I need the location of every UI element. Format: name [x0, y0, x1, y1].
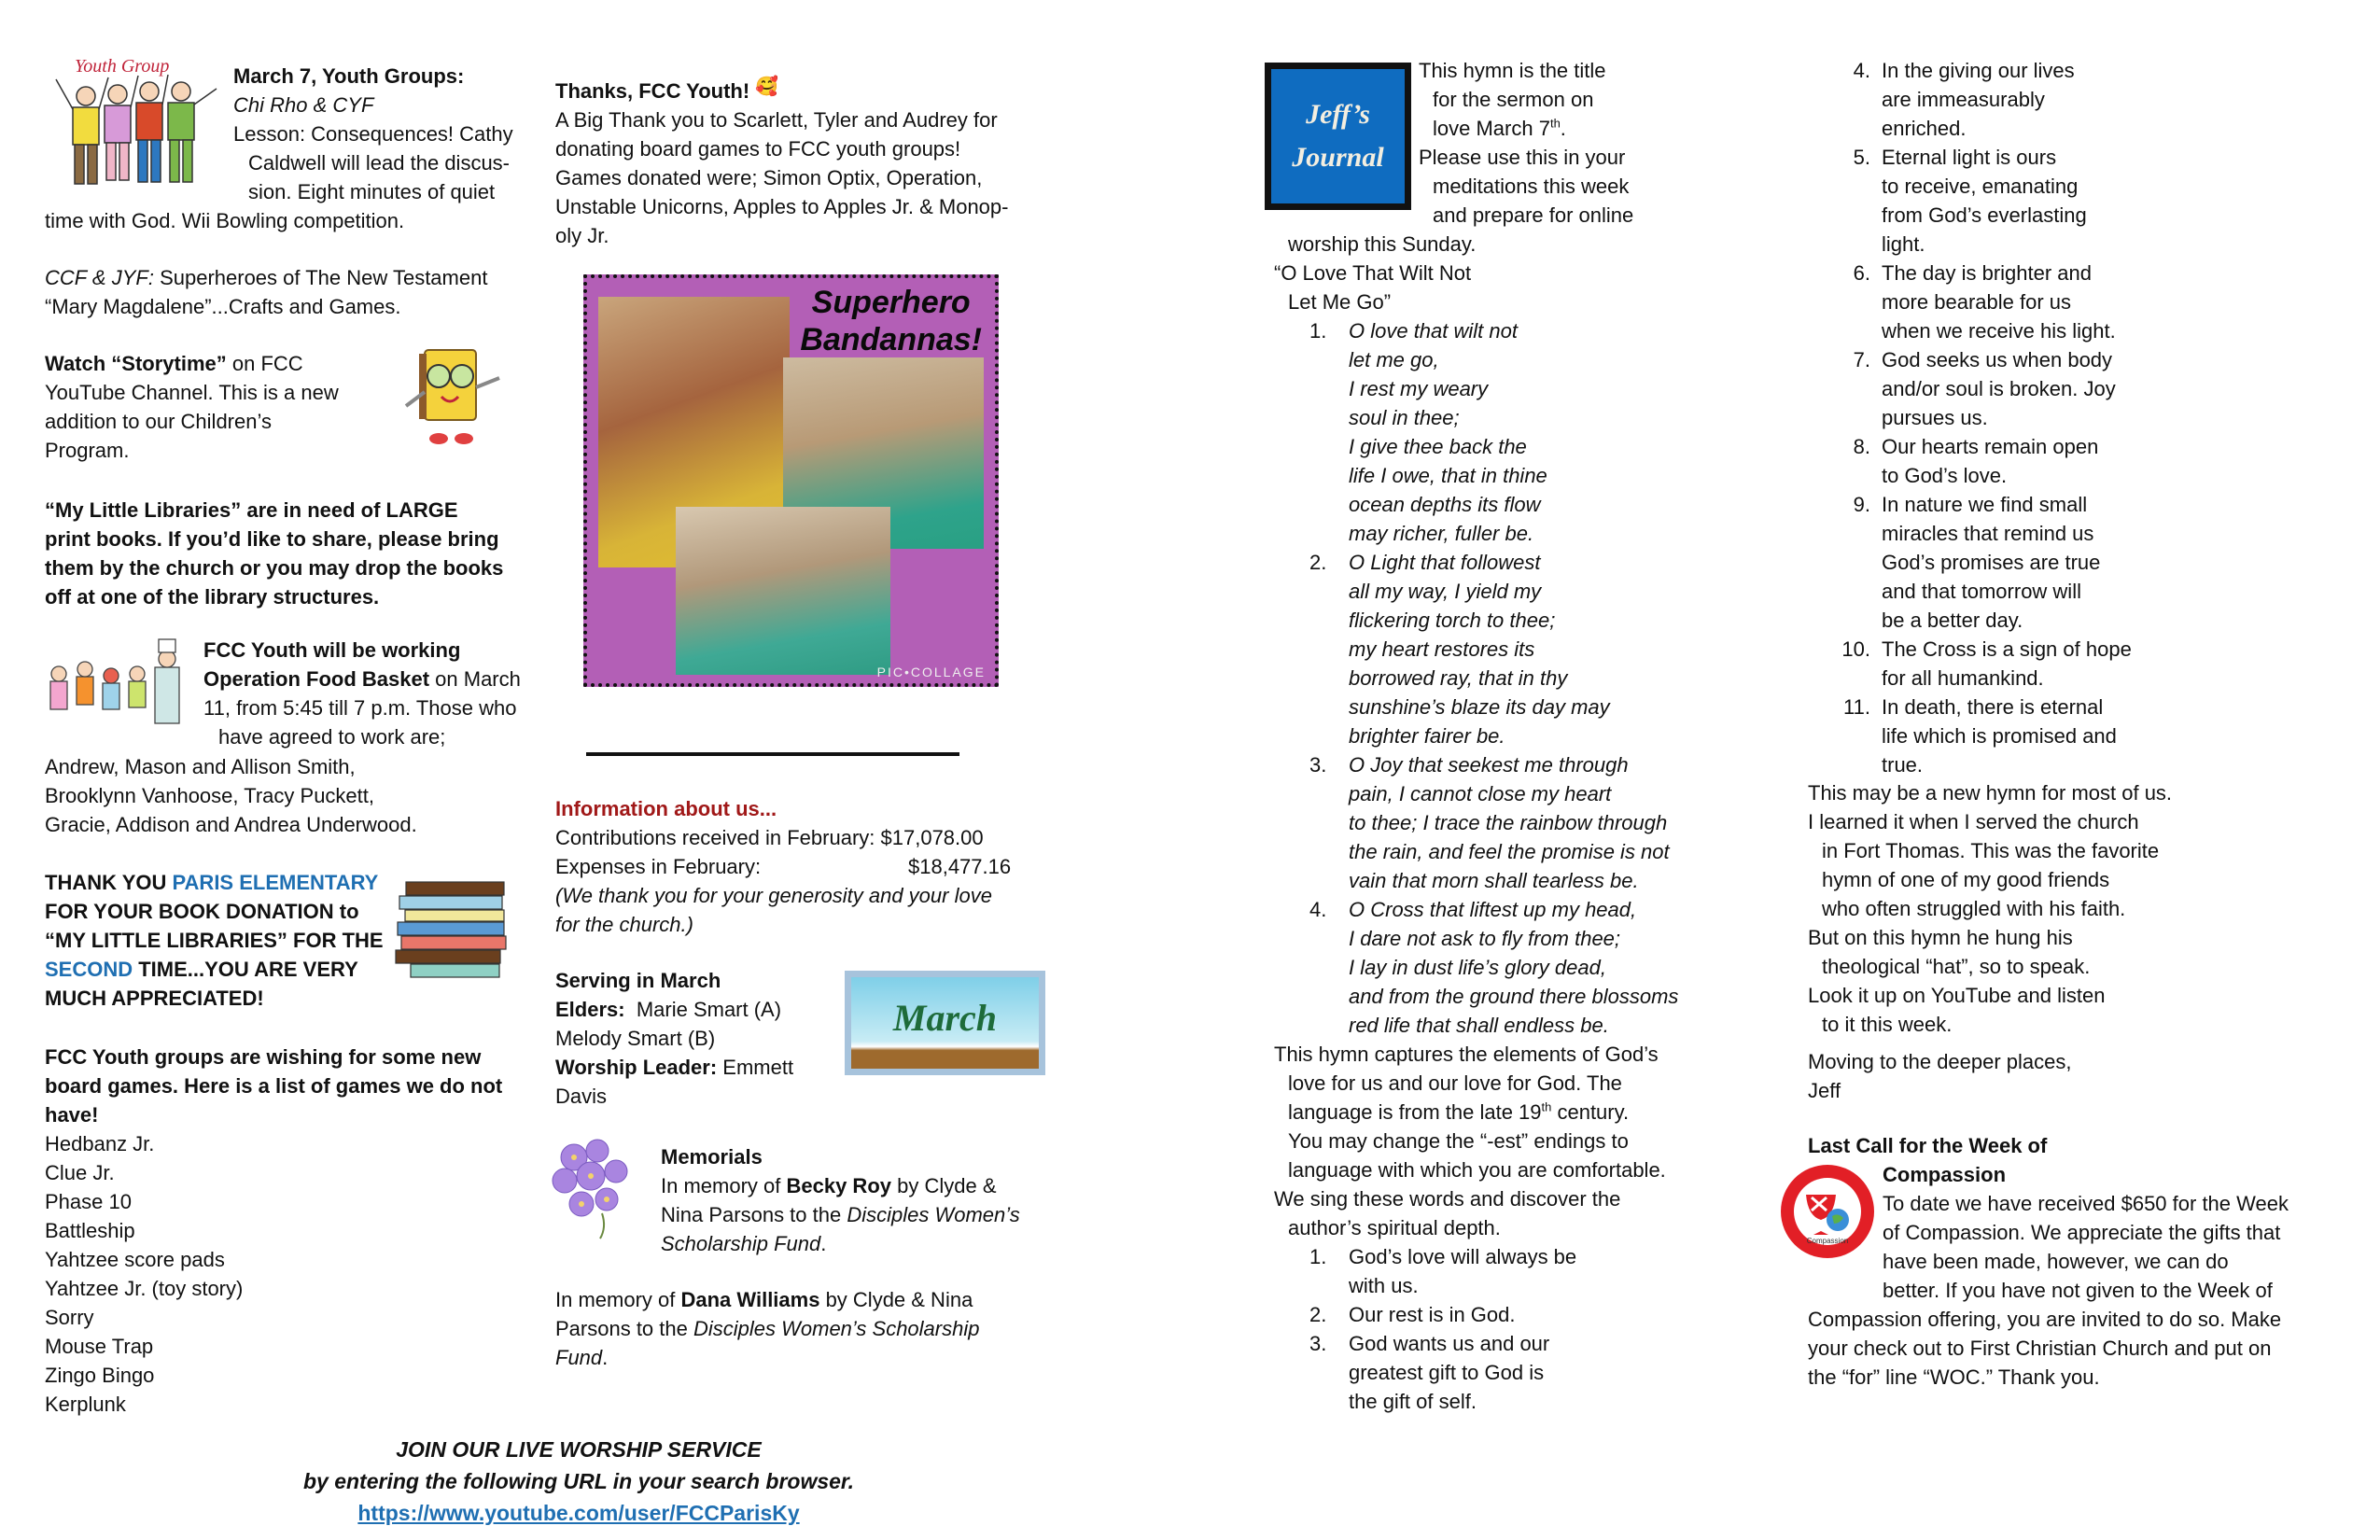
- closing-line: hymn of one of my good friends: [1822, 868, 2110, 891]
- reflection-point: [1811, 490, 2333, 635]
- verse-line: O Cross that liftest up my head,: [1349, 898, 1637, 921]
- libraries-line: them by the church or you may drop the books: [45, 556, 504, 580]
- memorial-text: In memory of: [661, 1174, 787, 1197]
- game-item: Yahtzee Jr. (toy story): [45, 1277, 244, 1300]
- game-item: Zingo Bingo: [45, 1364, 155, 1387]
- point-line: light.: [1882, 232, 1925, 256]
- verse-line: soul in thee;: [1349, 406, 1460, 429]
- verse-line: I dare not ask to fly from thee;: [1349, 927, 1621, 950]
- pic-collage-watermark: PIC•COLLAGE: [876, 665, 986, 679]
- verse-number: 4.: [1309, 898, 1327, 921]
- wishlist-line: FCC Youth groups are wishing for some new: [45, 1045, 482, 1069]
- collage-photo: [676, 507, 890, 675]
- point-line: with us.: [1349, 1274, 1419, 1297]
- woc-title: Last Call for the Week of: [1808, 1134, 2048, 1157]
- journal-logo-line: Jeff’s: [1306, 99, 1370, 130]
- thank-you-paris-elementary: [45, 868, 399, 1013]
- game-item: Mouse Trap: [45, 1335, 154, 1358]
- verse-line: the rain, and feel the promise is not: [1349, 840, 1670, 863]
- reflection-point: [1811, 432, 2333, 490]
- superscript: th: [1541, 1099, 1552, 1114]
- point-line: enriched.: [1882, 117, 1967, 140]
- verse-line: I lay in dust life’s glory dead,: [1349, 956, 1606, 979]
- worship-leader-label: Worship Leader:: [555, 1056, 718, 1079]
- book-stack-illustration: [392, 877, 518, 985]
- closing-line: in Fort Thomas. This was the favorite: [1822, 839, 2160, 862]
- reflection-point: [1811, 143, 2333, 259]
- point-line: from God’s everlasting: [1882, 203, 2087, 227]
- point-line: to God’s love.: [1882, 464, 2008, 487]
- commentary-line: language with which you are comfortable.: [1288, 1158, 1666, 1182]
- libraries-line: off at one of the library structures.: [45, 585, 380, 609]
- logo-caption: Compassion: [1806, 1237, 1849, 1245]
- thanks-line: Games donated were; Simon Optix, Operation,: [555, 166, 983, 189]
- superhero-bandannas-photo-collage: [583, 274, 999, 687]
- lesson-line: sion. Eight minutes of quiet: [248, 180, 496, 203]
- game-item: Hedbanz Jr.: [45, 1132, 155, 1155]
- verse-number: 3.: [1309, 753, 1327, 777]
- point-line: Eternal light is ours: [1882, 146, 2057, 169]
- point-number: 4.: [1853, 59, 1870, 82]
- closing-line: to it this week.: [1822, 1013, 1953, 1036]
- point-number: 1.: [1309, 1245, 1327, 1268]
- memorials: Memorials In memory of Becky Roy by Clyde & Nina Parsons to the Disciples Women’s Scholarship Fund.: [661, 1142, 1062, 1258]
- info-note-line: (We thank you for your generosity and your love: [555, 884, 992, 907]
- volunteer-line: Brooklynn Vanhoose, Tracy Puckett,: [45, 784, 374, 807]
- hymn-verses: [1274, 316, 1741, 1040]
- verse-line: I give thee back the: [1349, 435, 1527, 458]
- point-line: God’s promises are true: [1882, 551, 2101, 574]
- contributions-label: Contributions received in February:: [555, 826, 875, 849]
- point-line: miracles that remind us: [1882, 522, 2094, 545]
- verse-line: flickering torch to thee;: [1349, 609, 1556, 632]
- thank-you-line: “MY LITTLE LIBRARIES” FOR THE: [45, 929, 384, 952]
- reflection-point: [1811, 635, 2333, 693]
- expenses-label: Expenses in February:: [555, 855, 762, 878]
- worship-leader-name: Emmett: [717, 1056, 794, 1079]
- reflection-point: [1274, 1242, 1741, 1300]
- march-banner-image: [845, 971, 1045, 1075]
- woc-line: the “for” line “WOC.” Thank you.: [1808, 1365, 2100, 1389]
- journal-intro: This hymn is the title for the sermon on love March 7th. Please use this in your meditations this week and prepare for online: [1419, 56, 1727, 230]
- contributions-value: $17,078.00: [880, 826, 984, 849]
- serving-in-march: [555, 966, 835, 1111]
- game-item: Kerplunk: [45, 1393, 126, 1416]
- hymn-verse: [1274, 548, 1741, 750]
- closing-line: Look it up on YouTube and listen: [1808, 984, 2106, 1007]
- memorial-name: Becky Roy: [786, 1174, 891, 1197]
- memorial-fund: Fund: [555, 1346, 603, 1369]
- reflection-point: [1811, 56, 2333, 143]
- woc-line: better. If you have not given to the Week of: [1883, 1279, 2273, 1302]
- wishlist-line: have!: [45, 1103, 99, 1127]
- point-number: 8.: [1853, 435, 1870, 458]
- point-line: God’s love will always be: [1349, 1245, 1577, 1268]
- storytime-notice: [45, 349, 381, 465]
- thanks-title: Thanks, FCC Youth!: [555, 79, 750, 103]
- memorial-text: by Clyde & Nina: [819, 1288, 973, 1311]
- thank-you-line: MUCH APPRECIATED!: [45, 987, 264, 1010]
- purple-flowers-illustration: [546, 1134, 639, 1241]
- march-banner-label: March: [892, 997, 998, 1039]
- commentary-line: This hymn captures the elements of God’s: [1274, 1043, 1659, 1066]
- woc-line: have been made, however, we can do: [1883, 1250, 2229, 1273]
- point-number: 9.: [1853, 493, 1870, 516]
- reflection-point: [1274, 1329, 1741, 1416]
- thank-you-line: TIME...YOU ARE VERY: [133, 958, 358, 981]
- libraries-line: “My Little Libraries” are in need of LARGE: [45, 498, 458, 522]
- food-basket-line2: on March: [429, 667, 521, 691]
- woc-line: Compassion offering, you are invited to do so. Make: [1808, 1308, 2282, 1331]
- memorial-2: In memory of Dana Williams by Clyde & Nina Parsons to the Disciples Women’s Scholarship Fund.: [555, 1288, 980, 1369]
- reflection-points-continued: [1811, 56, 2333, 779]
- verse-line: may richer, fuller be.: [1349, 522, 1534, 545]
- worship-leader-name-cont: Davis: [555, 1085, 608, 1108]
- journal-logo-line: Journal: [1292, 142, 1384, 173]
- game-item: Clue Jr.: [45, 1161, 115, 1184]
- ccf-jyf-line2: “Mary Magdalene”...Crafts and Games.: [45, 295, 401, 318]
- verse-line: brighter fairer be.: [1349, 724, 1505, 748]
- point-line: God seeks us when body: [1882, 348, 2113, 371]
- wishlist-line: board games. Here is a list of games we do not: [45, 1074, 503, 1098]
- food-basket-line3: 11, from 5:45 till 7 p.m. Those who: [203, 696, 517, 720]
- commentary-line: author’s spiritual depth.: [1288, 1216, 1501, 1239]
- verse-line: O love that wilt not: [1349, 319, 1518, 343]
- point-line: The day is brighter and: [1882, 261, 2093, 285]
- intro-line: for the sermon on: [1433, 88, 1594, 111]
- point-number: 11.: [1843, 695, 1870, 719]
- youth-groups-title: March 7, Youth Groups:: [233, 64, 465, 88]
- youth-groups-names: Chi Rho & CYF: [233, 93, 374, 117]
- libraries-line: print books. If you’d like to share, please bring: [45, 527, 499, 551]
- point-line: The Cross is a sign of hope: [1882, 637, 2132, 661]
- volunteer-line: Andrew, Mason and Allison Smith,: [45, 755, 356, 778]
- verse-line: pain, I cannot close my heart: [1349, 782, 1612, 805]
- info-note-line: for the church.): [555, 913, 693, 936]
- verse-number: 1.: [1309, 319, 1327, 343]
- collage-title-line: Superhero: [811, 285, 971, 320]
- thanks-line: oly Jr.: [555, 224, 609, 247]
- serving-title: Serving in March: [555, 969, 721, 992]
- point-line: In the giving our lives: [1882, 59, 2075, 82]
- signoff: Moving to the deeper places,: [1808, 1050, 2072, 1073]
- food-basket-volunteers: [45, 752, 417, 839]
- storybook-character-illustration: [397, 341, 518, 453]
- thanks-line: A Big Thank you to Scarlett, Tyler and Audrey for: [555, 108, 998, 132]
- storytime-line1: on FCC: [226, 352, 303, 375]
- hymn-verse: [1274, 316, 1741, 548]
- woc-line: your check out to First Christian Church and put on: [1808, 1337, 2272, 1360]
- closing-line: This may be a new hymn for most of us.: [1808, 781, 2173, 805]
- thanks-line: Unstable Unicorns, Apples to Apples Jr. & Monop-: [555, 195, 1009, 218]
- lesson-line: Lesson: Consequences! Cathy: [233, 122, 513, 146]
- memorials-title: Memorials: [661, 1145, 763, 1169]
- reflection-point: [1811, 345, 2333, 432]
- game-item: Sorry: [45, 1306, 94, 1329]
- reflection-point: [1811, 693, 2333, 779]
- point-line: to receive, emanating: [1882, 175, 2079, 198]
- week-of-compassion: [1808, 1131, 2349, 1392]
- verse-line: my heart restores its: [1349, 637, 1535, 661]
- point-line: pursues us.: [1882, 406, 1988, 429]
- point-line: greatest gift to God is: [1349, 1361, 1545, 1384]
- point-line: be a better day.: [1882, 609, 2023, 632]
- intro-line: love March 7: [1433, 117, 1550, 140]
- memorial-text: by Clyde &: [891, 1174, 997, 1197]
- youtube-channel-link[interactable]: https://www.youtube.com/user/FCCParisKy: [357, 1501, 800, 1525]
- storytime-line: YouTube Channel. This is a new: [45, 381, 339, 404]
- verse-line: sunshine’s blaze its day may: [1349, 695, 1610, 719]
- point-line: are immeasurably: [1882, 88, 2045, 111]
- intro-line: and prepare for online: [1433, 203, 1634, 227]
- thanks-fcc-youth: [555, 73, 1059, 250]
- storytime-line: Program.: [45, 439, 130, 462]
- verse-line: red life that shall endless be.: [1349, 1014, 1609, 1037]
- signature: Jeff: [1808, 1079, 1841, 1102]
- paris-elementary: PARIS ELEMENTARY: [172, 871, 379, 894]
- game-item: Phase 10: [45, 1190, 132, 1213]
- closing-line: I learned it when I served the church: [1808, 810, 2139, 833]
- verse-line: to thee; I trace the rainbow through: [1349, 811, 1668, 834]
- memorial-text: Nina Parsons to the: [661, 1203, 847, 1226]
- point-line: Our hearts remain open: [1882, 435, 2099, 458]
- kids-and-chef-illustration: [43, 635, 197, 742]
- point-line: In death, there is eternal: [1882, 695, 2104, 719]
- hymn-section: [1274, 230, 1741, 1416]
- section-divider: [586, 752, 959, 756]
- game-item: Battleship: [45, 1219, 135, 1242]
- point-line: and that tomorrow will: [1882, 580, 2081, 603]
- point-number: 5.: [1853, 146, 1870, 169]
- verse-line: O Light that followest: [1349, 551, 1541, 574]
- intro-line: meditations this week: [1433, 175, 1630, 198]
- point-line: the gift of self.: [1349, 1390, 1477, 1413]
- point-line: In nature we find small: [1882, 493, 2088, 516]
- verse-line: vain that morn shall tearless be.: [1349, 869, 1639, 892]
- smiling-hearts-emoji-icon: 🥰: [755, 77, 779, 97]
- elders-label: Elders:: [555, 998, 625, 1021]
- superscript: th: [1549, 116, 1561, 131]
- elder-b: Melody Smart (B): [555, 1027, 716, 1050]
- verse-line: let me go,: [1349, 348, 1439, 371]
- lesson-tail: time with God. Wii Bowling competition.: [45, 209, 405, 232]
- verse-line: O Joy that seekest me through: [1349, 753, 1629, 777]
- food-basket-notice: [203, 636, 539, 751]
- thank-you-text: THANK YOU: [45, 871, 173, 894]
- commentary-line: century.: [1551, 1100, 1630, 1124]
- woc-title: Compassion: [1883, 1163, 2007, 1186]
- point-line: for all humankind.: [1882, 666, 2044, 690]
- live-worship-footer: [187, 1434, 971, 1529]
- commentary-line: You may change the “-est” endings to: [1288, 1129, 1629, 1153]
- circle-of-compassion-logo: [1778, 1162, 1877, 1261]
- thank-you-line: FOR YOUR BOOK DONATION to: [45, 900, 359, 923]
- point-line: when we receive his light.: [1882, 319, 2116, 343]
- memorial-fund: Scholarship Fund: [661, 1232, 821, 1255]
- verse-number: 2.: [1309, 551, 1327, 574]
- point-line: life which is promised and: [1882, 724, 2117, 748]
- woc-line: To date we have received $650 for the Week: [1883, 1192, 2289, 1215]
- youth-group-image-label: Youth Group: [75, 56, 170, 77]
- intro-line: worship this Sunday.: [1288, 232, 1477, 256]
- collage-title-line: Bandannas!: [800, 322, 982, 357]
- ccf-jyf-label: CCF & JYF:: [45, 266, 154, 289]
- intro-line: This hymn is the title: [1419, 59, 1606, 82]
- closing-line: who often struggled with his faith.: [1822, 897, 2126, 920]
- hymn-title: “O Love That Wilt Not: [1274, 261, 1472, 285]
- storytime-title: Watch “Storytime”: [45, 352, 227, 375]
- ccf-jyf-notice: [45, 263, 487, 321]
- point-line: more bearable for us: [1882, 290, 2071, 314]
- ccf-jyf-text: Superheroes of The New Testament: [153, 266, 488, 289]
- footer-line1: JOIN OUR LIVE WORSHIP SERVICE: [396, 1437, 762, 1462]
- little-libraries-notice: [45, 496, 503, 611]
- point-number: 2.: [1309, 1303, 1327, 1326]
- reflection-points: [1274, 1242, 1741, 1416]
- reflection-point: [1274, 1300, 1741, 1329]
- youth-groups-notice: [233, 62, 541, 206]
- youth-group-illustration: [47, 51, 224, 196]
- info-title: Information about us...: [555, 797, 777, 820]
- hymn-title: Let Me Go”: [1288, 290, 1392, 314]
- journal-closing: [1808, 778, 2331, 1105]
- thanks-line: donating board games to FCC youth groups!: [555, 137, 961, 161]
- verse-line: and from the ground there blossoms: [1349, 985, 1679, 1008]
- memorial-fund: Disciples Women’s: [847, 1203, 1020, 1226]
- point-number: 3.: [1309, 1332, 1327, 1355]
- memorial-name: Dana Williams: [680, 1288, 820, 1311]
- information-about-us: [555, 794, 1059, 939]
- reflection-point: [1811, 259, 2333, 345]
- point-line: and/or soul is broken. Joy: [1882, 377, 2116, 400]
- closing-line: theological “hat”, so to speak.: [1822, 955, 2091, 978]
- second-word: SECOND: [45, 958, 133, 981]
- verse-line: I rest my weary: [1349, 377, 1489, 400]
- expenses-value: $18,477.16: [908, 855, 1012, 878]
- memorial-text: In memory of: [555, 1288, 681, 1311]
- storytime-line: addition to our Children’s: [45, 410, 272, 433]
- memorial-fund: Disciples Women’s Scholarship: [693, 1317, 980, 1340]
- point-line: true.: [1882, 753, 1924, 777]
- intro-line: Please use this in your: [1419, 146, 1626, 169]
- commentary-line: We sing these words and discover the: [1274, 1187, 1621, 1211]
- footer-line2: by entering the following URL in your search browser.: [302, 1469, 854, 1493]
- hymn-verse: [1274, 895, 1741, 1040]
- commentary-line: love for us and our love for God. The: [1288, 1071, 1622, 1095]
- lesson-line: Caldwell will lead the discus-: [248, 151, 511, 175]
- memorial-text: Parsons to the: [555, 1317, 693, 1340]
- elder-a: Marie Smart (A): [624, 998, 782, 1021]
- closing-line: But on this hymn he hung his: [1808, 926, 2073, 949]
- woc-line: of Compassion. We appreciate the gifts that: [1883, 1221, 2281, 1244]
- volunteer-line: Gracie, Addison and Andrea Underwood.: [45, 813, 417, 836]
- food-basket-line4: have agreed to work are;: [218, 725, 446, 749]
- commentary-line: language is from the late 19: [1288, 1100, 1542, 1124]
- hymn-verse: [1274, 750, 1741, 895]
- verse-line: ocean depths its flow: [1349, 493, 1541, 516]
- point-number: 10.: [1841, 637, 1870, 661]
- point-number: 7.: [1853, 348, 1870, 371]
- verse-line: borrowed ray, that in thy: [1349, 666, 1568, 690]
- game-item: Yahtzee score pads: [45, 1248, 225, 1271]
- point-line: Our rest is in God.: [1349, 1303, 1516, 1326]
- food-basket-line1: FCC Youth will be working: [203, 638, 461, 662]
- verse-line: life I owe, that in thine: [1349, 464, 1547, 487]
- jeffs-journal-logo: [1265, 63, 1411, 210]
- point-number: 6.: [1853, 261, 1870, 285]
- board-games-wishlist: [45, 1043, 502, 1419]
- point-line: God wants us and our: [1349, 1332, 1550, 1355]
- food-basket-event: Operation Food Basket: [203, 667, 430, 691]
- collage-title: [800, 284, 982, 358]
- verse-line: all my way, I yield my: [1349, 580, 1542, 603]
